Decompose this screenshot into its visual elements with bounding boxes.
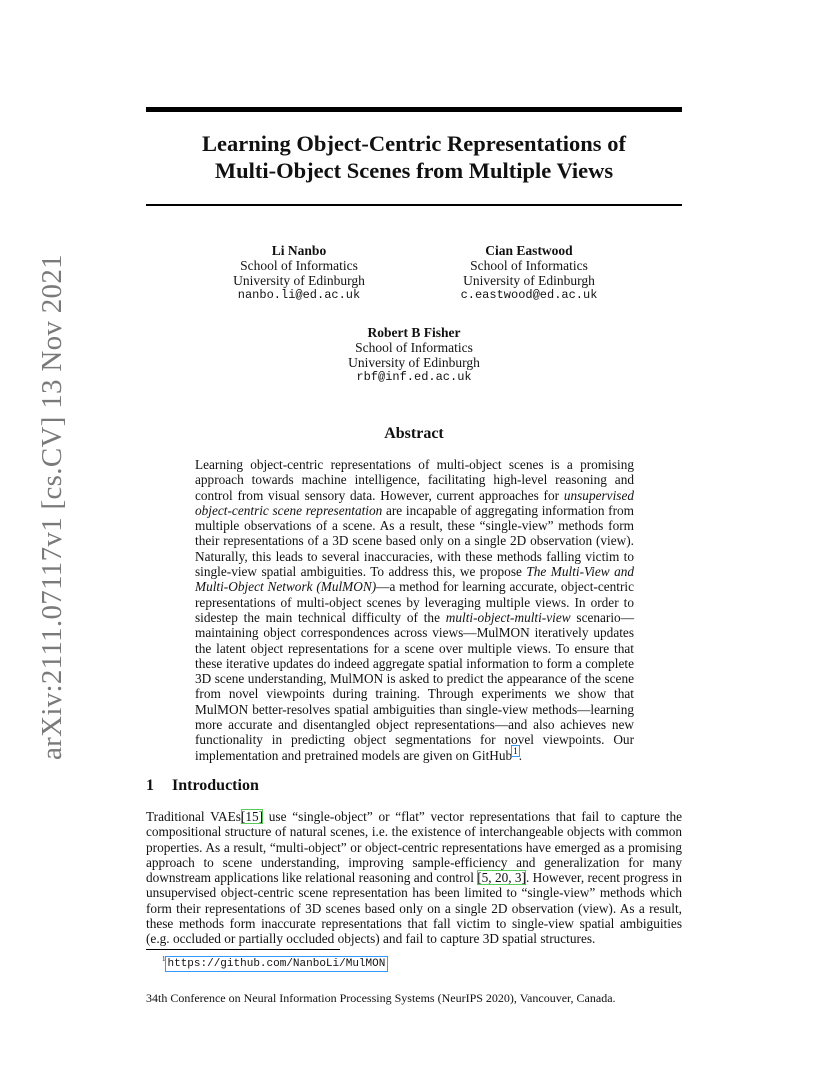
citation-link[interactable]: [15] (240, 809, 264, 824)
author-dept: School of Informatics (470, 258, 588, 273)
abstract-segment: are incapable of aggregating information from multiple observations of a scene. As a result, these “single-view” methods form their representations of a 3D scene based only on a single 2D observation (view). Naturally, this leads to several inaccuracies, with these methods falling victim to single-view spatial ambiguities. To address this, we propose (195, 502, 634, 580)
abstract-emphasis: multi-object-multi-view (445, 609, 571, 625)
intro-paragraph (146, 809, 682, 947)
abstract-segment: . (518, 747, 523, 763)
citation-link[interactable]: [5, 20, 3] (477, 870, 526, 886)
title-line-2: Multi-Object Scenes from Multiple Views (214, 158, 614, 183)
author-univ: University of Edinburgh (463, 273, 595, 288)
footnote-mark: 1 (162, 955, 166, 963)
section-number: 1 (146, 777, 154, 794)
intro-segment: use “single-object” or “flat” vector representations that fail to capture the compositional structure of natural scenes, i.e. the existence of interchangeable objects with common properties. As a result, “multi-object” or object-centric representations have emerged as a promising approach to scene understanding, improving sample-efficiency and generalization for many downstream applications like relational reasoning and control (146, 809, 682, 886)
abstract-segment: —a method for learning accurate, object-centric representations of multi-object scenes by leveraging multiple views. In order to sidestep the main technical difficulty of the (195, 579, 634, 625)
author-block-2 (444, 243, 614, 303)
author-dept: School of Informatics (240, 258, 358, 273)
author-block-3 (329, 325, 499, 385)
arxiv-stamp: arXiv:2111.07117v1 [cs.CV] 13 Nov 2021 (36, 254, 68, 760)
intro-segment: Traditional VAEs (146, 809, 241, 824)
section-title: Introduction (172, 777, 259, 794)
author-dept: School of Informatics (355, 340, 473, 355)
abstract-emphasis: unsupervised object-centric scene representation (195, 487, 634, 518)
footnote (162, 953, 387, 971)
title-rule-bottom (146, 204, 682, 206)
author-univ: University of Edinburgh (233, 273, 365, 288)
abstract-emphasis: The Multi-View and Multi-Object Network (MulMON) (195, 564, 635, 595)
author-email[interactable]: c.eastwood@ed.ac.uk (460, 288, 598, 302)
abstract-segment: scenario—maintaining object correspondences across views—MulMON iteratively updates the latent object representations for a scene over multiple views. To ensure that these iterative updates do indeed aggregate spatial information to form a complete 3D scene understanding, MulMON is asked to predict the appearance of the scene from novel viewpoints during training. Through experiments we show that MulMON better-resolves spatial ambiguities than single-view methods—learning more accurate and disentangled object representations—and also achieves new functionality in predicting object segmentations for novel viewpoints. Our implementation and pretrained models are given on GitHub (195, 609, 635, 763)
author-univ: University of Edinburgh (348, 355, 480, 370)
github-link[interactable]: https://github.com/NanboLi/MulMON (167, 957, 386, 970)
author-email[interactable]: rbf@inf.ed.ac.uk (356, 370, 472, 384)
section-heading (146, 777, 259, 795)
title-line-1: Learning Object-Centric Representations of (202, 131, 626, 156)
author-email[interactable]: nanbo.li@ed.ac.uk (237, 288, 361, 302)
footnote-rule (146, 949, 340, 950)
abstract-segment: Learning object-centric representations of multi-object scenes is a promising approach towards machine intelligence, facilitating high-level reasoning and control from visual sensory data. However, current approaches for (195, 457, 634, 503)
intro-segment: . However, recent progress in unsupervised object-centric scene representation has been limited to “single-view” methods which form their representations of 3D scenes based only on a single 2D observation (view). As a result, these methods form inaccurate representations that fall victim to single-view spatial ambiguities (e.g. occluded or partially occluded objects) and fail to capture 3D spatial structures. (146, 870, 682, 947)
footnote-reference-link[interactable]: 1 (513, 746, 518, 757)
paper-title (146, 130, 682, 184)
conference-note: 34th Conference on Neural Information Processing Systems (NeurIPS 2020), Vancouver, Canada. (146, 991, 616, 1005)
author-block-1 (214, 243, 384, 303)
abstract-text (195, 457, 634, 763)
author-name: Robert B Fisher (367, 325, 461, 340)
author-name: Li Nanbo (271, 243, 327, 258)
author-name: Cian Eastwood (485, 243, 573, 258)
abstract-heading: Abstract (384, 425, 444, 442)
title-rule-top (146, 107, 682, 112)
